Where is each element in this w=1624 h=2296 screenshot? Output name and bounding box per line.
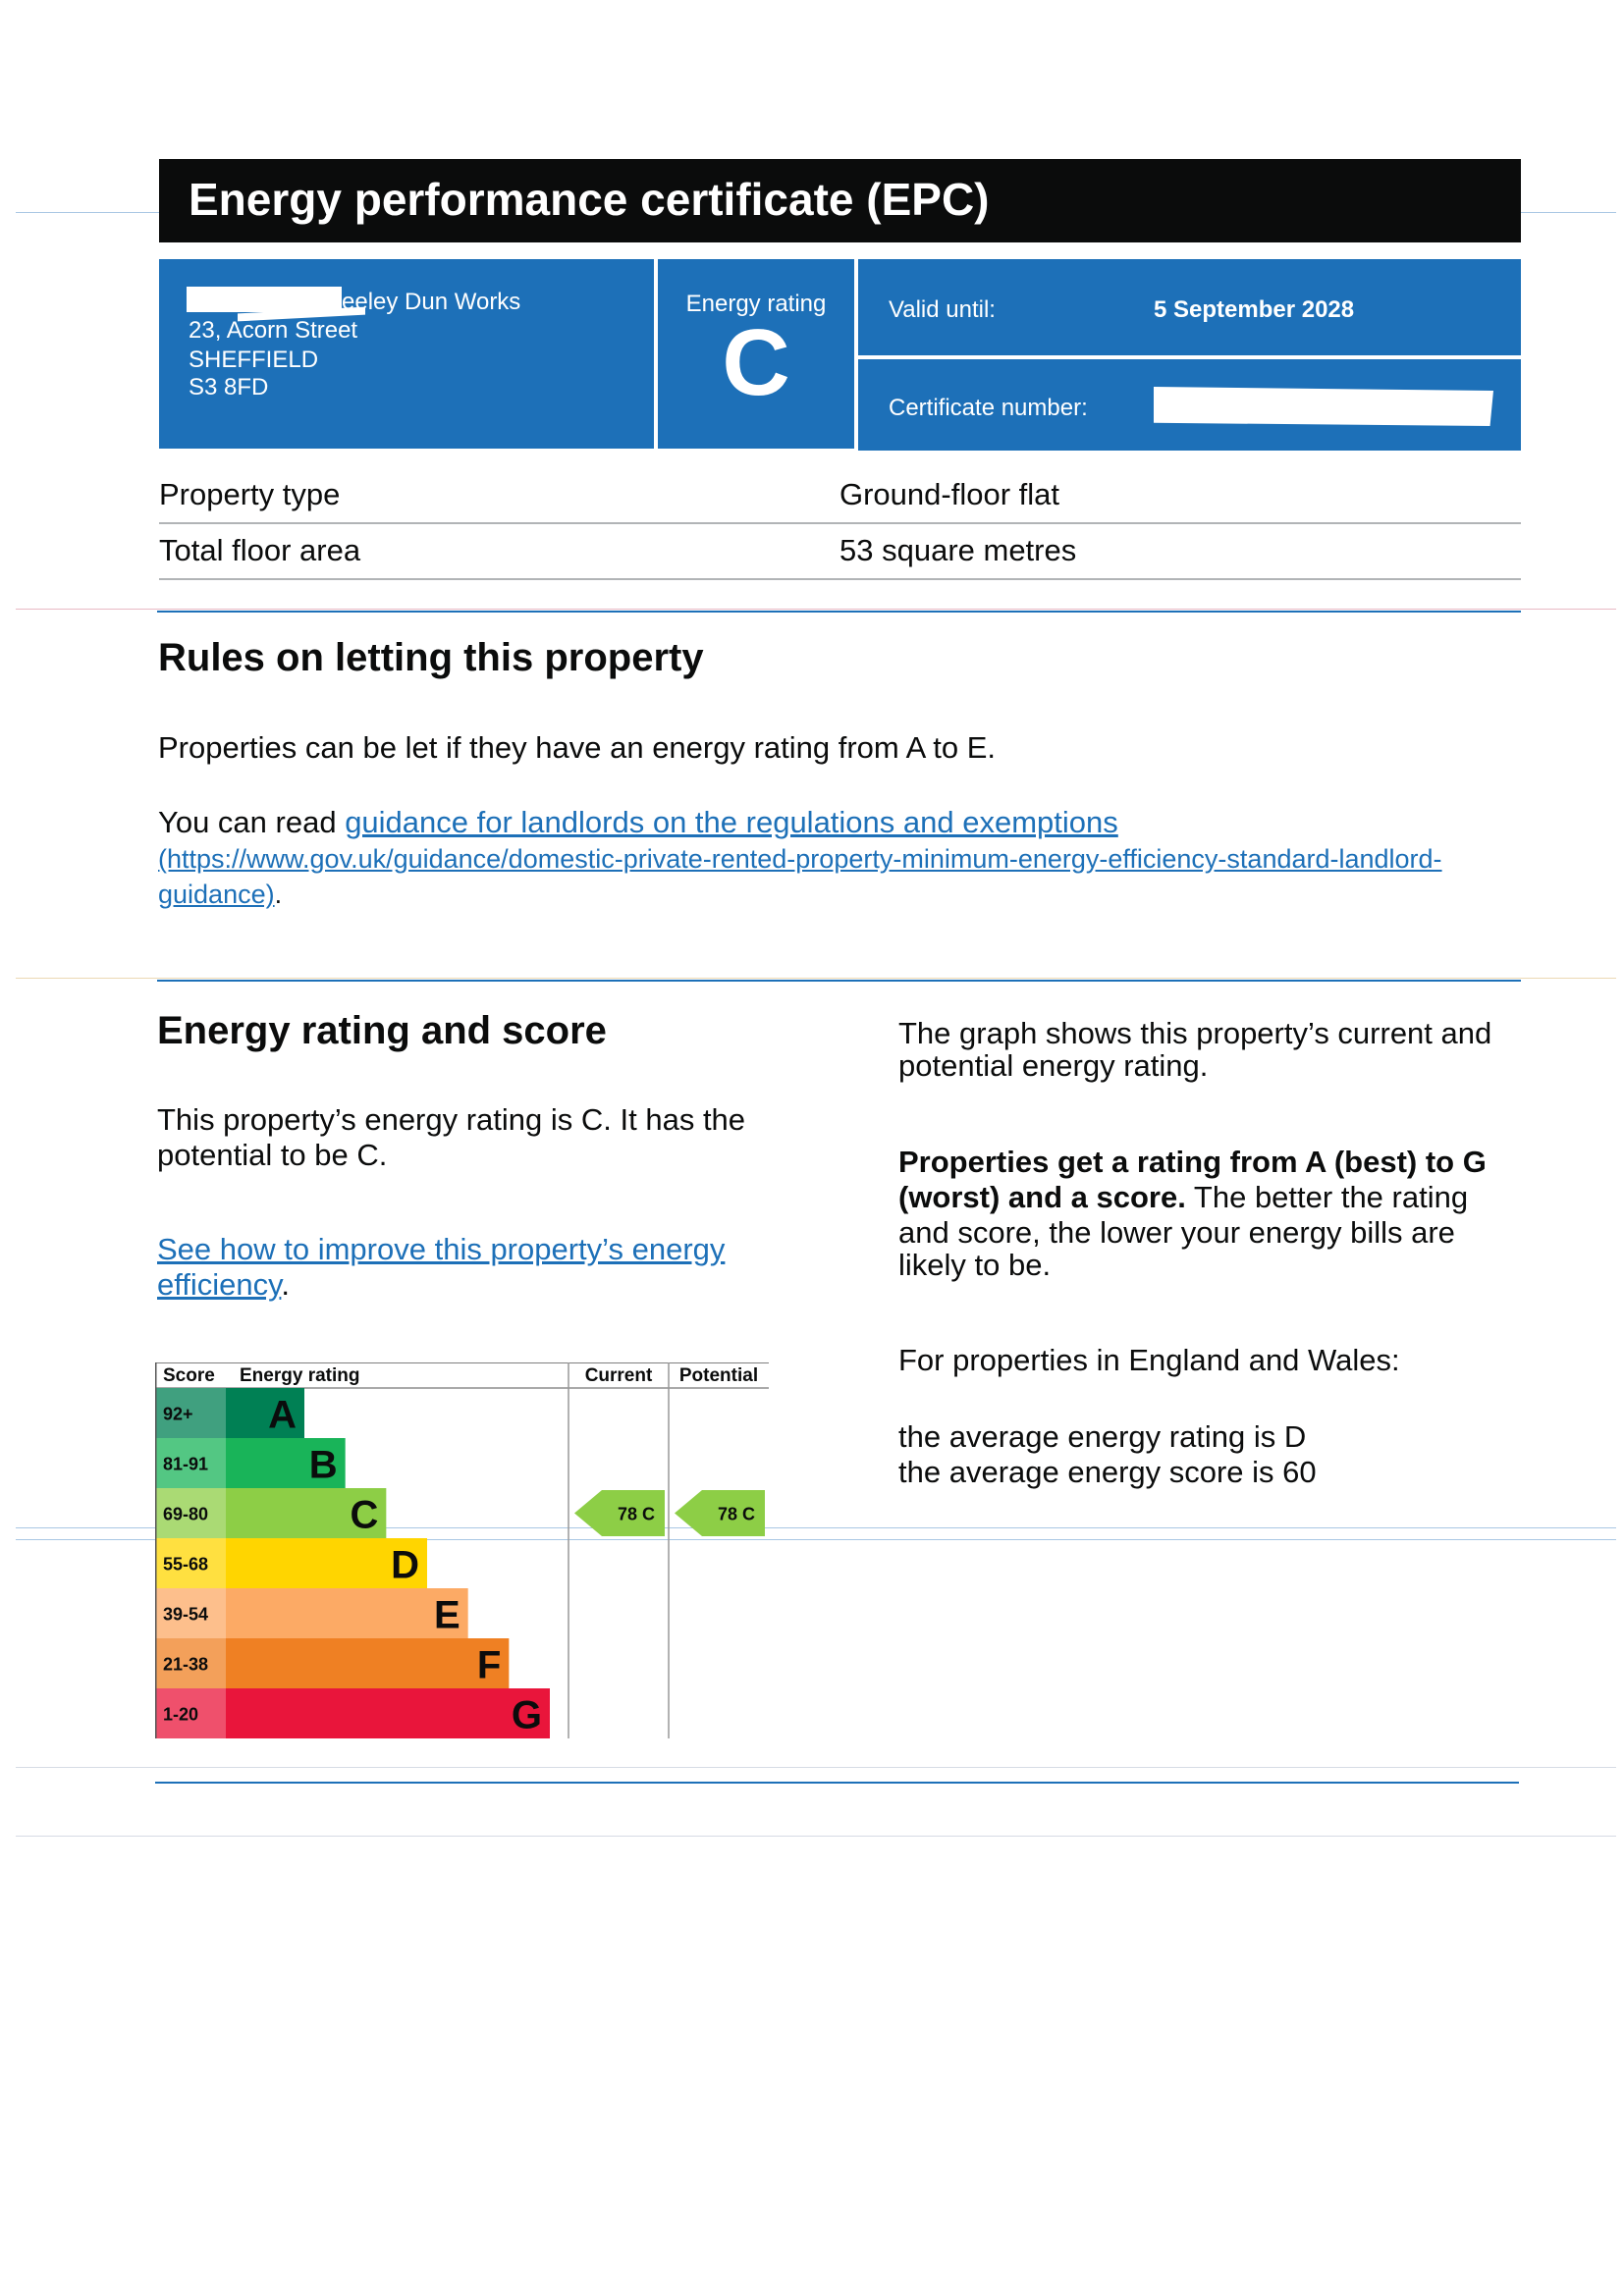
certificate-number-label: Certificate number:	[889, 395, 1088, 421]
letting-heading: Rules on letting this property	[158, 636, 704, 679]
valid-until-label: Valid until:	[889, 296, 996, 323]
rating-scale-line-3: and score, the lower your energy bills are	[898, 1215, 1455, 1250]
valid-until-box	[858, 259, 1521, 355]
improve-link-suffix: .	[281, 1267, 290, 1302]
rating-scale-rest-line-2: The better the rating	[1185, 1180, 1469, 1214]
score-range-f: 21-38	[163, 1654, 209, 1675]
valid-until-value: 5 September 2028	[1154, 296, 1355, 323]
rating-scale-bold-line-1: Properties get a rating from A (best) to G	[898, 1145, 1487, 1179]
rating-scale-line-2	[898, 1180, 1468, 1215]
property-type-label: Property type	[159, 477, 341, 511]
band-letter-a: A	[268, 1393, 297, 1437]
graph-arrows	[574, 1490, 765, 1536]
page-header	[159, 159, 1521, 242]
current-header: Current	[584, 1365, 653, 1386]
improve-link-line-1[interactable]: See how to improve this property’s energy	[157, 1232, 726, 1266]
band-letter-d: D	[391, 1543, 419, 1587]
total-floor-area-label: Total floor area	[159, 533, 361, 567]
page-title: Energy performance certificate (EPC)	[189, 174, 990, 225]
improve-link-line-1-container	[157, 1232, 725, 1267]
redaction-block	[1154, 387, 1493, 426]
potential-arrow-label: 78 C	[717, 1504, 755, 1524]
england-wales-heading: For properties in England and Wales:	[898, 1343, 1400, 1377]
address-line-1: Beeley Dun Works	[326, 289, 521, 315]
certificate-number-box	[858, 359, 1521, 451]
energy-rating-box	[658, 259, 854, 449]
guidance-url-line-2[interactable]: guidance)	[158, 880, 275, 909]
energy-rating-paragraph-line-1: This property’s energy rating is C. It has the	[157, 1102, 746, 1137]
band-letter-f: F	[476, 1643, 502, 1687]
section-divider	[157, 611, 1521, 613]
score-range-g: 1-20	[163, 1704, 199, 1725]
guidance-prefix: You can read	[158, 805, 346, 839]
rating-scale-line-4: likely to be.	[898, 1248, 1052, 1282]
band-letter-b: B	[308, 1443, 338, 1487]
band-letter-g: G	[511, 1693, 542, 1737]
rating-scale-bold-line-2: (worst) and a score.	[898, 1180, 1186, 1214]
band-bar-g	[226, 1688, 550, 1738]
guidance-url-suffix: .	[274, 880, 283, 909]
address-line-2: 23, Acorn Street	[189, 317, 358, 344]
address-box	[159, 259, 654, 449]
guidance-url-line-1[interactable]: (https://www.gov.uk/guidance/domestic-private-rented-property-minimum-energy-efficiency-standard-landlord-	[158, 844, 1442, 874]
score-range-d: 55-68	[163, 1554, 209, 1575]
graph-bands	[157, 1388, 551, 1738]
address-line-4: S3 8FD	[189, 374, 269, 400]
score-range-c: 69-80	[163, 1504, 209, 1524]
epc-rating-graph	[155, 1362, 774, 1743]
potential-header: Potential	[678, 1365, 759, 1386]
energy-rating-header: Energy rating	[240, 1365, 360, 1386]
band-bar-f	[226, 1638, 509, 1688]
energy-rating-heading: Energy rating and score	[157, 1009, 607, 1052]
average-score-text: the average energy score is 60	[898, 1455, 1317, 1489]
score-range-e: 39-54	[163, 1604, 209, 1625]
divider	[159, 578, 1521, 580]
current-arrow-label: 78 C	[617, 1504, 655, 1524]
address-line-3: SHEFFIELD	[189, 347, 319, 373]
band-bar-e	[226, 1588, 468, 1638]
guidance-url-line-2-container	[158, 877, 282, 912]
score-range-b: 81-91	[163, 1454, 209, 1474]
band-letter-c: C	[350, 1493, 379, 1537]
energy-rating-letter: C	[722, 310, 790, 415]
band-letter-e: E	[433, 1593, 460, 1637]
divider	[159, 522, 1521, 524]
average-rating-text: the average energy rating is D	[898, 1419, 1307, 1454]
total-floor-area-value: 53 square metres	[839, 533, 1077, 567]
score-header: Score	[163, 1365, 215, 1386]
letting-paragraph: Properties can be let if they have an energy rating from A to E.	[158, 730, 996, 765]
energy-rating-paragraph-line-2: potential to be C.	[157, 1138, 388, 1172]
graph-explanation-line-1: The graph shows this property’s current and	[898, 1016, 1492, 1050]
graph-explanation-line-2: potential energy rating.	[898, 1048, 1209, 1083]
score-range-a: 92+	[163, 1404, 193, 1424]
improve-link-line-2[interactable]: efficiency	[157, 1267, 282, 1302]
improve-link-line-2-container	[157, 1267, 290, 1303]
guidance-link[interactable]: guidance for landlords on the regulations and exemptions	[345, 805, 1118, 839]
energy-rating-label: Energy rating	[685, 291, 827, 317]
section-divider	[155, 1782, 1519, 1784]
property-type-value: Ground-floor flat	[839, 477, 1059, 511]
guidance-paragraph	[158, 805, 1118, 840]
section-divider	[157, 980, 1521, 982]
